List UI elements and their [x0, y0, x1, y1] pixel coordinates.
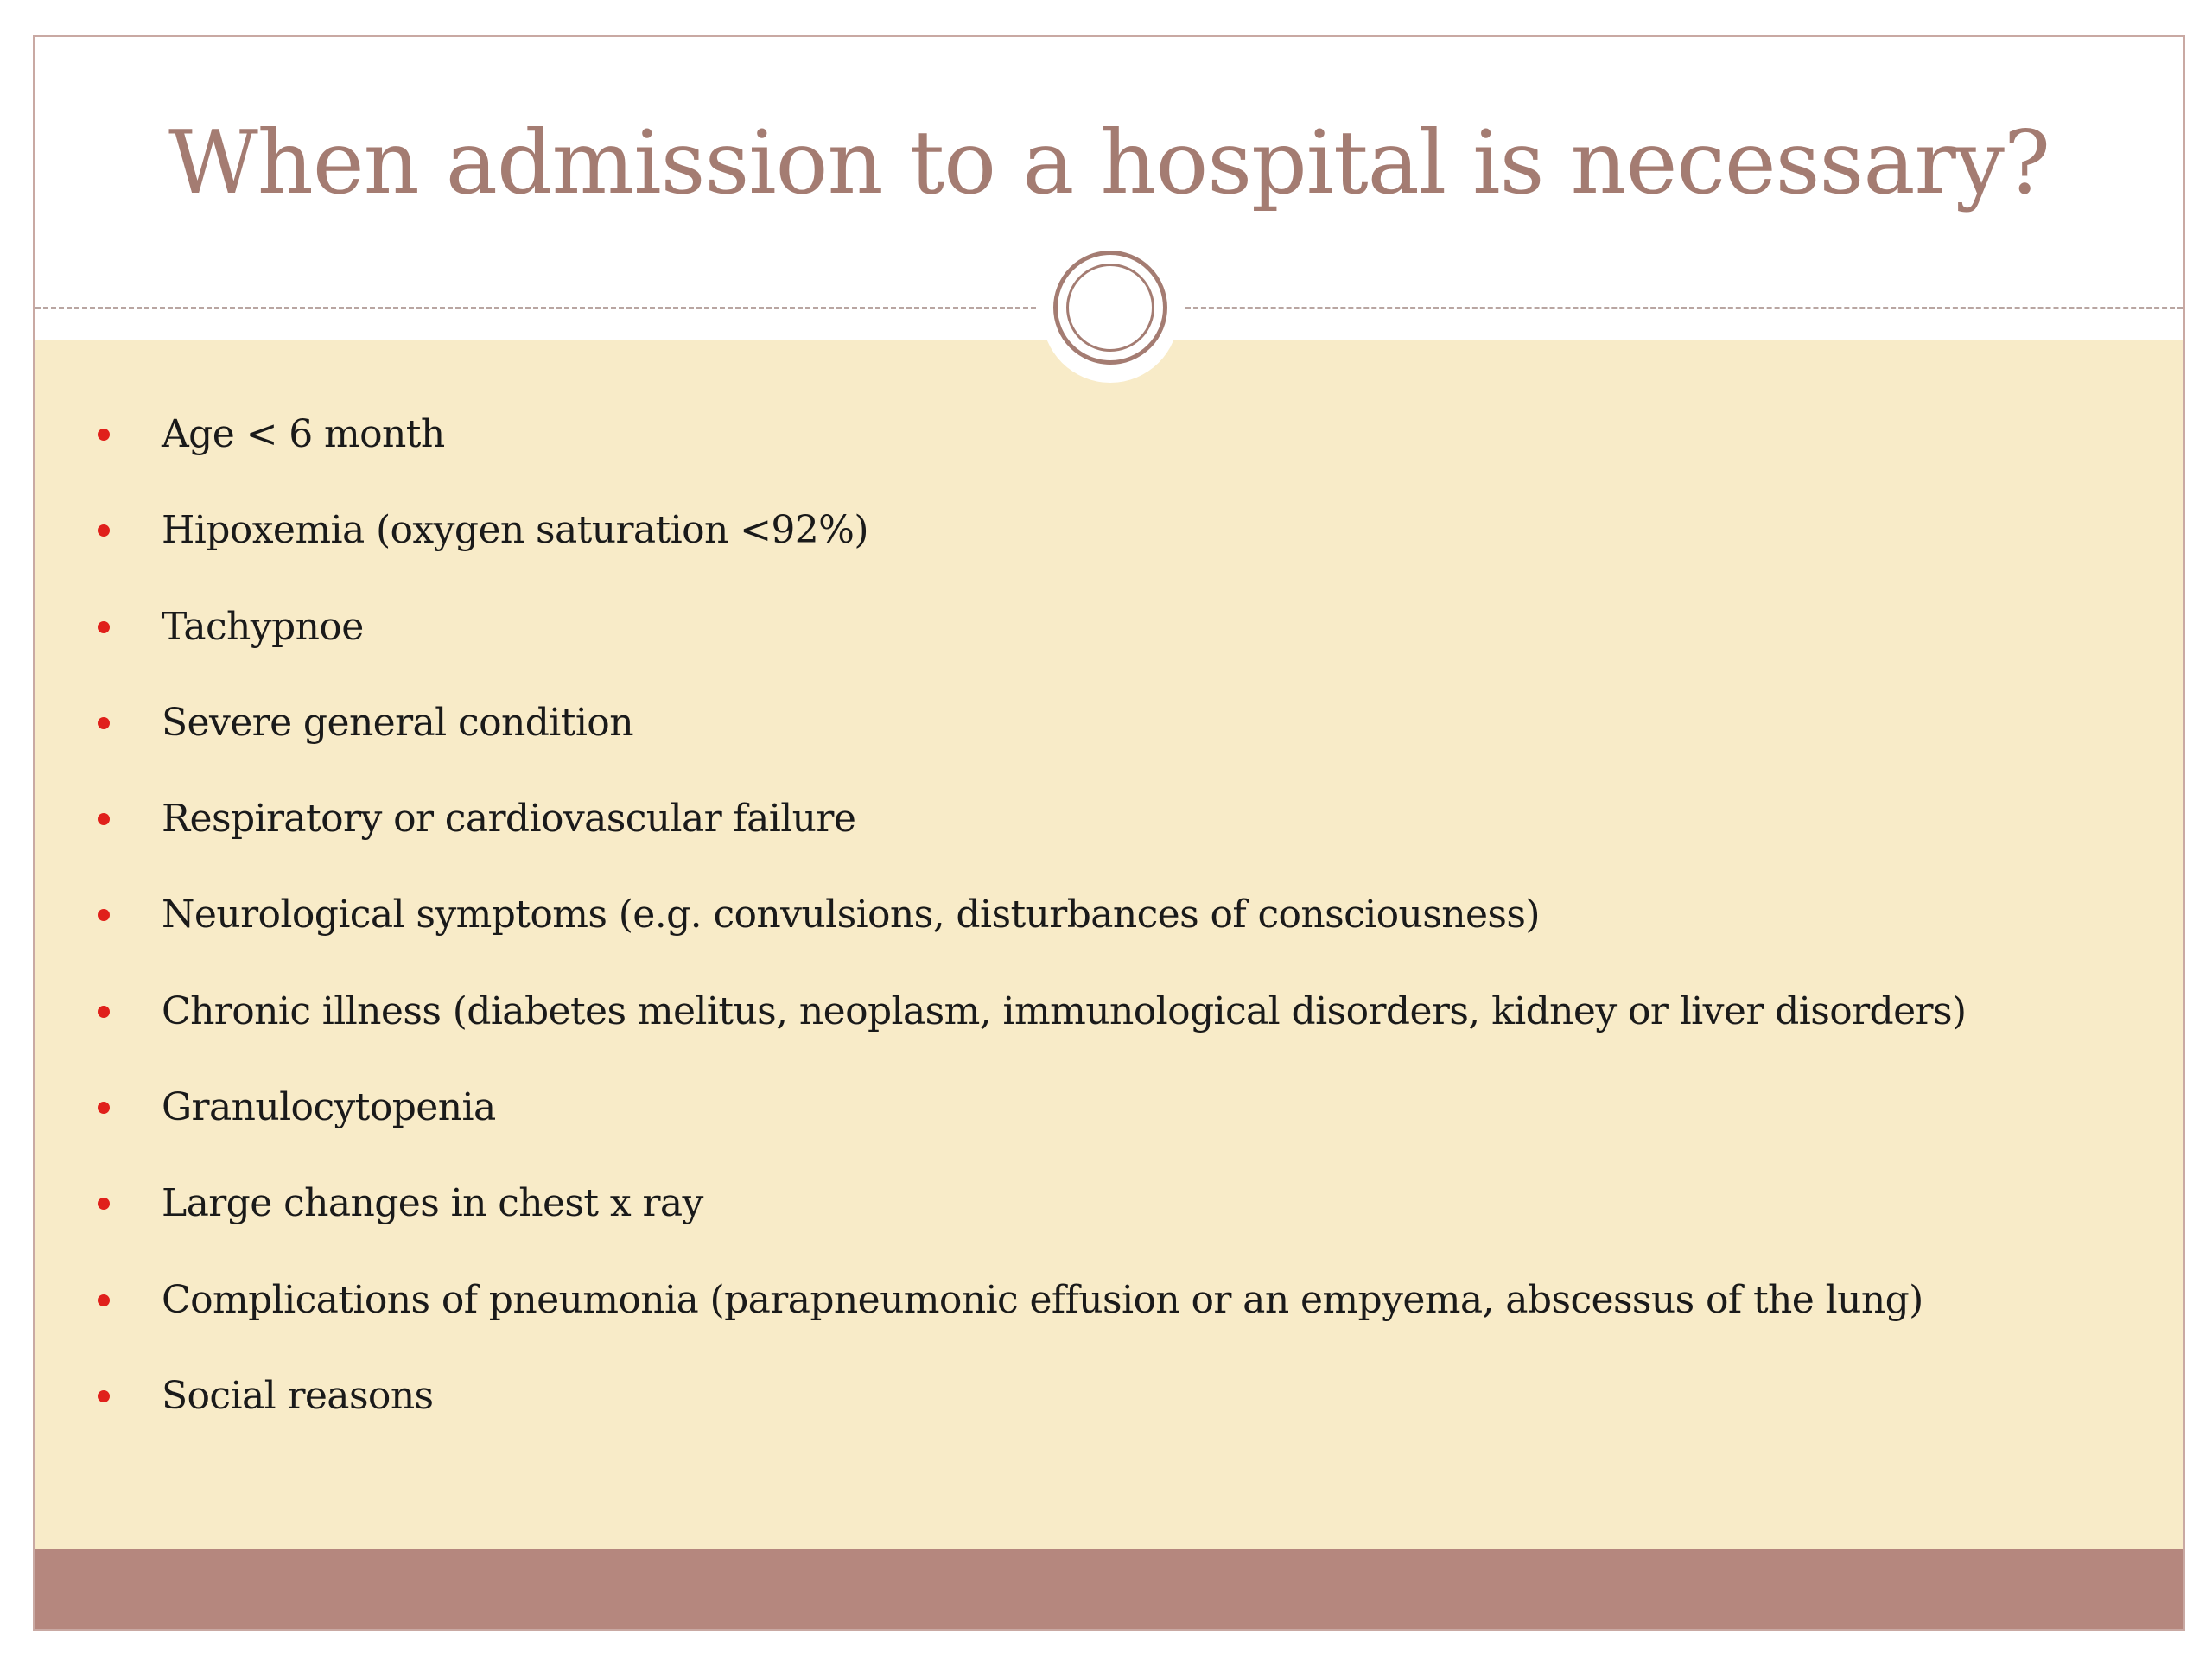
red-dot-icon [98, 524, 110, 537]
red-dot-icon [98, 1198, 110, 1210]
list-item [35, 1340, 2183, 1436]
list-item [35, 667, 2183, 763]
red-dot-icon [98, 1390, 110, 1402]
bullet-text: Hipoxemia (oxygen saturation <92%) [162, 508, 868, 553]
slide-title: When admission to a hospital is necessary? [168, 111, 2050, 213]
bullet-text: Respiratory or cardiovascular failure [162, 797, 856, 842]
list-item [35, 1052, 2183, 1147]
red-dot-icon [98, 1102, 110, 1114]
bullet-text: Neurological symptoms (e.g. convulsions, disturbances of consciousness) [162, 893, 1540, 938]
bullet-text: Age < 6 month [162, 412, 445, 456]
dashed-divider-right [1185, 307, 2183, 309]
red-dot-icon [98, 717, 110, 729]
list-item [35, 763, 2183, 859]
bullet-text: Chronic illness (diabetes melitus, neoplasm, immunological disorders, kidney or liver disorders) [162, 988, 1967, 1033]
red-dot-icon [98, 1294, 110, 1306]
list-item [35, 859, 2183, 955]
list-item [35, 1147, 2183, 1243]
red-dot-icon [98, 813, 110, 825]
red-dot-icon [98, 1006, 110, 1018]
list-item [35, 474, 2183, 570]
list-item [35, 378, 2183, 474]
red-dot-icon [98, 429, 110, 441]
red-dot-icon [98, 909, 110, 921]
double-ring-icon [1053, 251, 1167, 365]
bullet-text: Tachypnoe [162, 604, 364, 649]
slide [35, 37, 2183, 1629]
bullet-text: Large changes in chest x ray [162, 1181, 703, 1226]
bullet-text: Complications of pneumonia (parapneumonic effusion or an empyema, abscessus of the lung) [162, 1277, 1923, 1322]
list-item [35, 571, 2183, 667]
red-dot-icon [98, 621, 110, 633]
bullet-text: Severe general condition [162, 700, 633, 745]
bullet-text: Granulocytopenia [162, 1085, 496, 1130]
bullet-text: Social reasons [162, 1373, 434, 1418]
footer-bar [35, 1549, 2183, 1629]
list-item [35, 1244, 2183, 1340]
list-item [35, 956, 2183, 1052]
inner-ring [1066, 264, 1154, 352]
dashed-divider-left [35, 307, 1036, 309]
bullet-list [35, 378, 2183, 1436]
